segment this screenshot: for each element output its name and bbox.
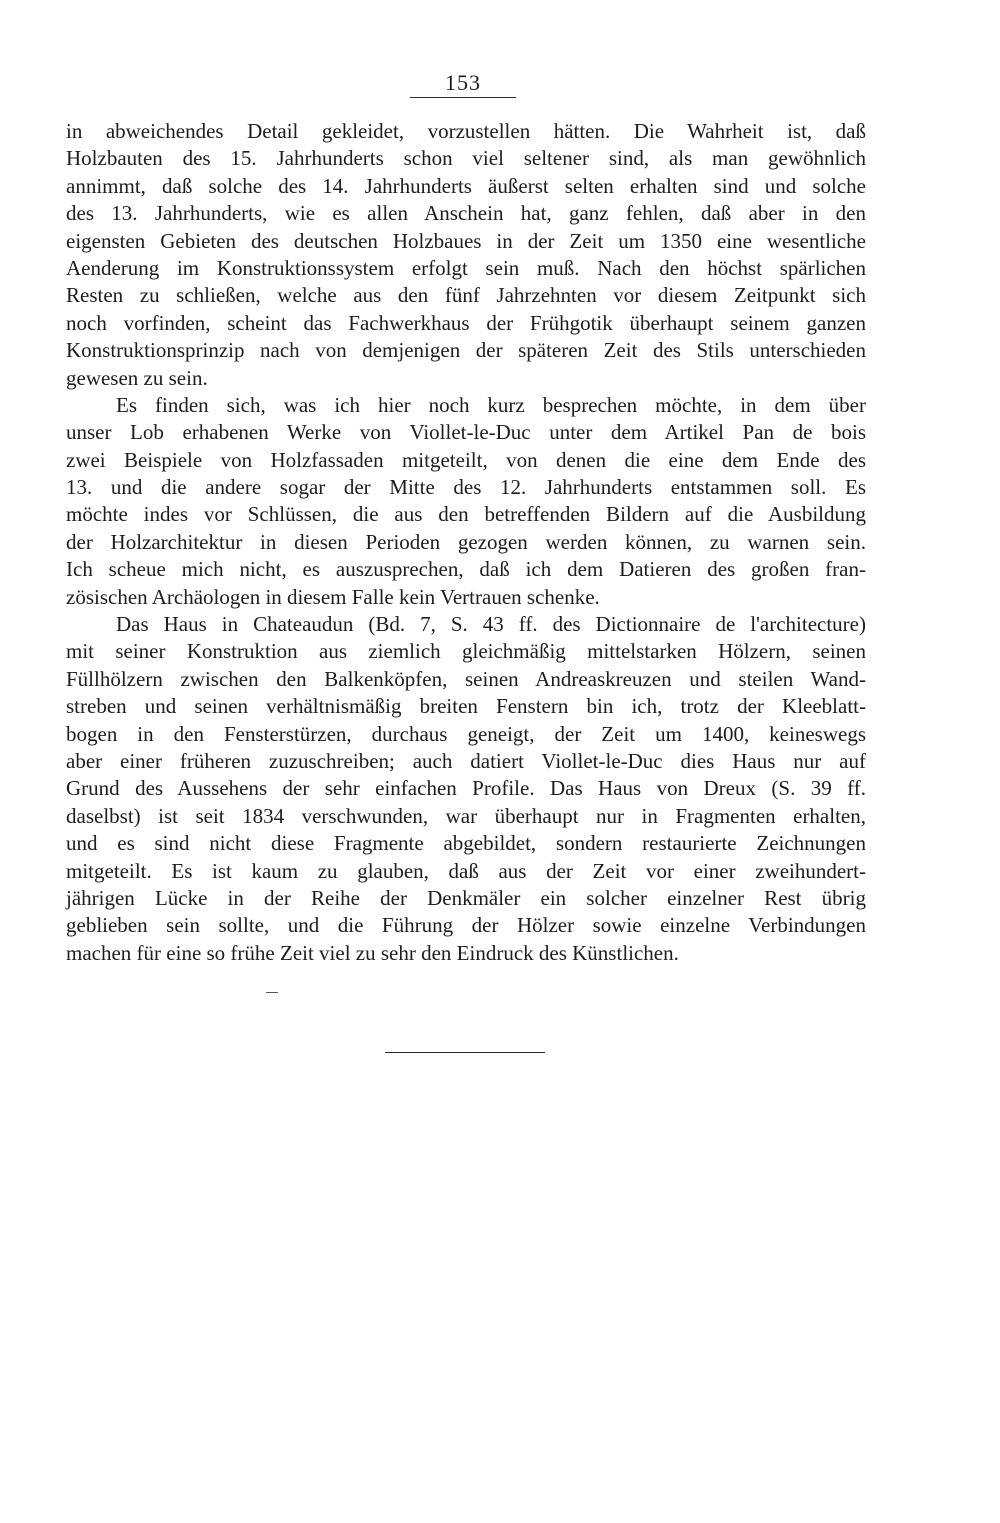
text-line: geblieben sein sollte, und die Führung der Hölzer sowie einzelne Verbindungen	[66, 913, 866, 938]
text-line: mitgeteilt. Es ist kaum zu glauben, daß aus der Zeit vor einer zweihundert-	[66, 858, 866, 883]
text-line: zwei Beispiele von Holzfassaden mitgeteilt, von denen die eine dem Ende des	[66, 447, 866, 472]
text-line: und es sind nicht diese Fragmente abgebildet, sondern restaurierte Zeichnungen	[66, 831, 866, 856]
body-text	[66, 118, 866, 967]
text-line: des 13. Jahrhunderts, wie es allen Anschein hat, ganz fehlen, daß aber in den	[66, 201, 866, 226]
stray-mark	[266, 992, 278, 993]
text-line: möchte indes vor Schlüssen, die aus den betreffenden Bildern auf die Ausbildung	[66, 502, 866, 527]
text-line: Füllhölzern zwischen den Balkenköpfen, seinen Andreaskreuzen und steilen Wand-	[66, 666, 866, 691]
page-number: 153	[445, 70, 481, 95]
text-line: Resten zu schließen, welche aus den fünf Jahrzehnten vor diesem Zeitpunkt sich	[66, 283, 866, 308]
text-line: machen für eine so frühe Zeit viel zu sehr den Eindruck des Künstlichen.	[66, 940, 679, 965]
closing-rule	[385, 1052, 545, 1053]
text-line: zösischen Archäologen in diesem Falle kein Vertrauen schenke.	[66, 584, 600, 609]
text-line: annimmt, daß solche des 14. Jahrhunderts äußerst selten erhalten sind und solche	[66, 173, 866, 198]
text-line: in abweichendes Detail gekleidet, vorzustellen hätten. Die Wahrheit ist, daß	[66, 119, 866, 143]
text-line: bogen in den Fensterstürzen, durchaus geneigt, der Zeit um 1400, keineswegs	[66, 721, 866, 746]
text-line: streben und seinen verhältnismäßig breiten Fenstern bin ich, trotz der Kleeblatt-	[66, 694, 866, 719]
text-line: noch vorfinden, scheint das Fachwerkhaus der Frühgotik überhaupt seinem ganzen	[66, 310, 866, 335]
text-line: 13. und die andere sogar der Mitte des 12. Jahrhunderts entstammen soll. Es	[66, 475, 866, 500]
text-line: Das Haus in Chateaudun (Bd. 7, S. 43 ff. des Dictionnaire de l'architecture)	[116, 612, 866, 637]
text-line: Grund des Aussehens der sehr einfachen Profile. Das Haus von Dreux (S. 39 ff.	[66, 776, 866, 801]
text-line: jährigen Lücke in der Reihe der Denkmäler ein solcher einzelner Rest übrig	[66, 885, 866, 910]
text-line: aber einer früheren zuzuschreiben; auch datiert Viollet-le-Duc dies Haus nur auf	[66, 748, 866, 773]
text-line: unser Lob erhabenen Werke von Viollet-le-Duc unter dem Artikel Pan de bois	[66, 420, 866, 445]
text-line: gewesen zu sein.	[66, 365, 208, 390]
text-line: mit seiner Konstruktion aus ziemlich gleichmäßig mittelstarken Hölzern, seinen	[66, 639, 866, 664]
text-line: Aenderung im Konstruktionssystem erfolgt sein muß. Nach den höchst spärlichen	[66, 255, 866, 280]
header-rule	[410, 97, 516, 98]
text-line: daselbst) ist seit 1834 verschwunden, war überhaupt nur in Fragmenten erhalten,	[66, 803, 866, 828]
text-line: Holzbauten des 15. Jahrhunderts schon viel seltener sind, als man gewöhnlich	[66, 146, 866, 171]
text-line: Es finden sich, was ich hier noch kurz besprechen möchte, in dem über	[116, 392, 866, 417]
text-line: Ich scheue mich nicht, es auszusprechen, daß ich dem Datieren des großen fran-	[66, 557, 866, 582]
text-line: der Holzarchitektur in diesen Perioden gezogen werden können, zu warnen sein.	[66, 529, 866, 554]
text-line: eigensten Gebieten des deutschen Holzbaues in der Zeit um 1350 eine wesentliche	[66, 228, 866, 253]
text-line: Konstruktionsprinzip nach von demjenigen der späteren Zeit des Stils unterschieden	[66, 338, 866, 363]
